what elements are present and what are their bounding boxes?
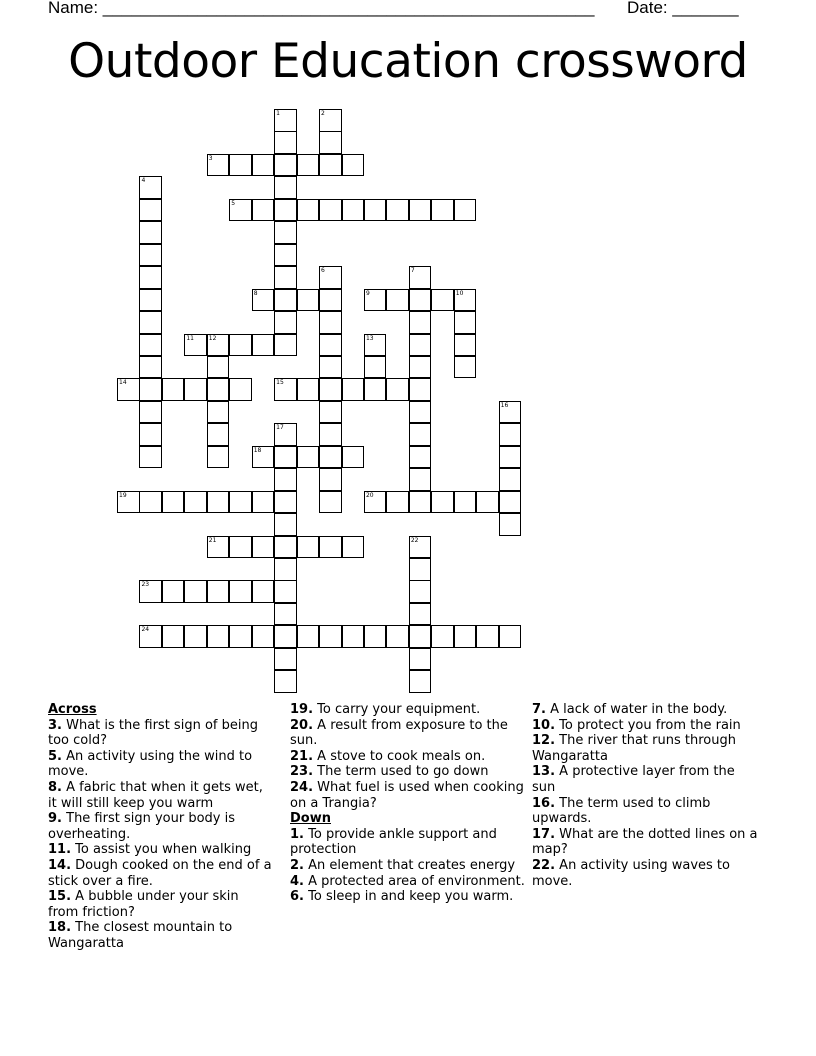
- grid-cell[interactable]: [454, 334, 477, 357]
- across-clue: [48, 842, 273, 858]
- clue-number: 2.: [290, 857, 304, 873]
- grid-cell[interactable]: [162, 580, 185, 603]
- clue-text: To sleep in and keep you warm.: [308, 889, 514, 905]
- grid-cell[interactable]: [409, 423, 432, 446]
- grid-cell[interactable]: [252, 199, 275, 222]
- grid-cell[interactable]: [252, 491, 275, 514]
- grid-cell[interactable]: [319, 311, 342, 334]
- grid-cell[interactable]: [229, 536, 252, 559]
- clue-text: A protective layer from the sun: [532, 764, 735, 795]
- clue-number: 10.: [532, 717, 556, 733]
- clue-number: 24: [141, 626, 150, 634]
- clue-text: A result from exposure to the sun.: [290, 717, 508, 749]
- grid-cell[interactable]: [409, 446, 432, 469]
- grid-cell[interactable]: [274, 536, 297, 559]
- grid-cell[interactable]: [274, 109, 297, 132]
- down-clue: [290, 889, 525, 905]
- grid-cell[interactable]: [409, 603, 432, 626]
- across-clue: [290, 780, 525, 811]
- grid-cell[interactable]: [162, 378, 185, 401]
- name-field-label: Name: ____________________________________________________: [48, 0, 595, 17]
- grid-cell[interactable]: [409, 356, 432, 379]
- grid-cell[interactable]: [297, 199, 320, 222]
- clue-number: 6.: [290, 889, 304, 905]
- clue-number: 16.: [532, 795, 556, 811]
- clue-number: 14: [119, 379, 127, 387]
- clue-number: 2: [321, 110, 325, 117]
- grid-cell[interactable]: [499, 446, 522, 469]
- grid-cell[interactable]: [409, 468, 432, 491]
- clue-number: 18.: [48, 920, 72, 936]
- grid-cell[interactable]: [229, 334, 252, 357]
- grid-cell[interactable]: [274, 289, 297, 312]
- grid-cell[interactable]: [297, 625, 320, 648]
- grid-cell[interactable]: [184, 334, 207, 357]
- clue-number: 13: [365, 334, 374, 342]
- clue-number: 20: [365, 491, 374, 499]
- grid-cell[interactable]: [274, 221, 297, 244]
- grid-cell[interactable]: [207, 625, 230, 648]
- grid-cell[interactable]: [274, 378, 297, 401]
- grid-cell[interactable]: [409, 289, 432, 312]
- date-field-label: Date: _______: [627, 0, 739, 17]
- grid-cell[interactable]: [274, 199, 297, 222]
- clue-number: 4: [141, 177, 146, 185]
- grid-cell[interactable]: [431, 625, 454, 648]
- grid-cell[interactable]: [274, 670, 297, 693]
- clue-text: The closest mountain to Wangaratta: [48, 920, 233, 951]
- grid-cell[interactable]: [274, 423, 297, 446]
- grid-cell[interactable]: [207, 154, 230, 177]
- grid-cell[interactable]: [342, 378, 365, 401]
- grid-cell[interactable]: [342, 154, 365, 177]
- clue-text: To carry your equipment.: [317, 702, 481, 717]
- clues-column-3: [532, 702, 762, 889]
- grid-cell[interactable]: [454, 289, 477, 312]
- grid-cell[interactable]: [207, 423, 230, 446]
- grid-cell[interactable]: [319, 266, 342, 289]
- grid-cell[interactable]: [274, 468, 297, 491]
- grid-cell[interactable]: [499, 468, 522, 491]
- grid-cell[interactable]: [274, 176, 297, 199]
- grid-cell[interactable]: [364, 378, 387, 401]
- clue-number: 23: [141, 581, 150, 589]
- clue-number: 22.: [532, 857, 556, 873]
- grid-cell[interactable]: [229, 199, 252, 222]
- across-clue: [48, 889, 273, 920]
- across-clue: [48, 718, 273, 749]
- clue-text: A fabric that when it gets wet, it will still keep you warm: [48, 779, 263, 811]
- grid-cell[interactable]: [342, 625, 365, 648]
- grid-cell[interactable]: [319, 199, 342, 222]
- grid-cell[interactable]: [252, 625, 275, 648]
- clues-column-2: [290, 702, 525, 905]
- grid-cell[interactable]: [499, 423, 522, 446]
- grid-cell[interactable]: [409, 334, 432, 357]
- grid-cell[interactable]: [319, 109, 342, 132]
- clue-number: 9: [365, 289, 370, 297]
- down-clue: [532, 827, 762, 858]
- grid-cell[interactable]: [184, 378, 207, 401]
- grid-cell[interactable]: [139, 244, 162, 267]
- grid-cell[interactable]: [252, 289, 275, 312]
- grid-cell[interactable]: [229, 491, 252, 514]
- grid-cell[interactable]: [409, 625, 432, 648]
- grid-cell[interactable]: [184, 580, 207, 603]
- grid-cell[interactable]: [207, 401, 230, 424]
- across-clue: [290, 718, 525, 749]
- grid-cell[interactable]: [409, 580, 432, 603]
- grid-cell[interactable]: [229, 378, 252, 401]
- down-clue: [290, 827, 525, 858]
- grid-cell[interactable]: [274, 580, 297, 603]
- clue-number: 15.: [48, 889, 72, 905]
- grid-cell[interactable]: [409, 536, 432, 559]
- grid-cell[interactable]: [117, 491, 140, 514]
- grid-cell[interactable]: [364, 289, 387, 312]
- clue-number: 8: [253, 289, 258, 297]
- clue-number: 13.: [532, 764, 556, 780]
- clue-number: 23.: [290, 764, 314, 780]
- grid-cell[interactable]: [342, 199, 365, 222]
- grid-cell[interactable]: [252, 446, 275, 469]
- grid-cell[interactable]: [386, 289, 409, 312]
- grid-cell[interactable]: [297, 446, 320, 469]
- clue-number: 21.: [290, 748, 314, 764]
- clue-number: 17: [276, 424, 284, 432]
- clue-number: 19: [119, 491, 127, 499]
- grid-cell[interactable]: [207, 536, 230, 559]
- grid-cell[interactable]: [364, 356, 387, 379]
- grid-cell[interactable]: [454, 625, 477, 648]
- grid-cell[interactable]: [139, 625, 162, 648]
- clue-text: To assist you when walking: [75, 842, 252, 858]
- down-clue: [532, 764, 762, 795]
- clue-text: The first sign your body is overheating.: [48, 811, 236, 842]
- grid-cell[interactable]: [476, 625, 499, 648]
- clue-number: 12.: [532, 733, 556, 749]
- clue-text: A bubble under your skin from friction?: [48, 889, 239, 920]
- grid-cell[interactable]: [207, 446, 230, 469]
- grid-cell[interactable]: [319, 423, 342, 446]
- grid-cell[interactable]: [274, 603, 297, 626]
- clue-number: 11: [186, 334, 194, 342]
- grid-cell[interactable]: [252, 536, 275, 559]
- down-clue: [532, 733, 762, 764]
- grid-cell[interactable]: [207, 491, 230, 514]
- grid-cell[interactable]: [454, 491, 477, 514]
- grid-cell[interactable]: [274, 513, 297, 536]
- clue-number: 6: [321, 267, 325, 275]
- grid-cell[interactable]: [297, 536, 320, 559]
- grid-cell[interactable]: [252, 154, 275, 177]
- grid-cell[interactable]: [319, 154, 342, 177]
- clue-number: 17.: [532, 826, 556, 842]
- grid-cell[interactable]: [319, 446, 342, 469]
- grid-cell[interactable]: [431, 491, 454, 514]
- grid-cell[interactable]: [476, 491, 499, 514]
- grid-cell[interactable]: [139, 356, 162, 379]
- clue-number: 18: [253, 446, 262, 454]
- clue-text: What are the dotted lines on a map?: [532, 826, 758, 858]
- grid-cell[interactable]: [297, 378, 320, 401]
- down-clue: [532, 718, 762, 734]
- grid-cell[interactable]: [139, 176, 162, 199]
- grid-cell[interactable]: [274, 648, 297, 671]
- grid-cell[interactable]: [229, 154, 252, 177]
- grid-cell[interactable]: [319, 468, 342, 491]
- grid-cell[interactable]: [139, 289, 162, 312]
- down-clue: [532, 702, 762, 718]
- clue-text: An activity using the wind to move.: [48, 748, 253, 780]
- grid-cell[interactable]: [274, 446, 297, 469]
- grid-cell[interactable]: [229, 625, 252, 648]
- grid-cell[interactable]: [252, 334, 275, 357]
- clue-number: 9.: [48, 811, 62, 827]
- grid-cell[interactable]: [274, 625, 297, 648]
- grid-cell[interactable]: [207, 334, 230, 357]
- grid-cell[interactable]: [319, 536, 342, 559]
- grid-cell[interactable]: [409, 648, 432, 671]
- clue-number: 24.: [290, 779, 314, 795]
- grid-cell[interactable]: [409, 266, 432, 289]
- grid-cell[interactable]: [364, 334, 387, 357]
- clue-number: 1: [276, 110, 280, 117]
- grid-cell[interactable]: [499, 513, 522, 536]
- grid-cell[interactable]: [342, 446, 365, 469]
- grid-cell[interactable]: [319, 401, 342, 424]
- clue-number: 7: [410, 267, 415, 275]
- grid-cell[interactable]: [139, 199, 162, 222]
- grid-cell[interactable]: [274, 244, 297, 267]
- grid-cell[interactable]: [139, 491, 162, 514]
- across-heading: Across: [48, 702, 97, 717]
- clue-number: 1.: [290, 826, 304, 842]
- grid-cell[interactable]: [252, 580, 275, 603]
- clue-number: 12: [208, 334, 217, 342]
- clue-text: To provide ankle support and protection: [290, 826, 497, 858]
- grid-cell[interactable]: [386, 491, 409, 514]
- grid-cell[interactable]: [297, 154, 320, 177]
- grid-cell[interactable]: [364, 625, 387, 648]
- down-clue: [532, 858, 762, 889]
- grid-cell[interactable]: [409, 311, 432, 334]
- grid-cell[interactable]: [139, 446, 162, 469]
- clue-number: 16: [500, 401, 509, 409]
- clue-text: A stove to cook meals on.: [317, 748, 486, 764]
- grid-cell[interactable]: [207, 378, 230, 401]
- clue-number: 5: [231, 199, 236, 207]
- clue-number: 20.: [290, 717, 314, 733]
- grid-cell[interactable]: [454, 356, 477, 379]
- down-clue: [290, 858, 525, 874]
- grid-cell[interactable]: [409, 670, 432, 693]
- grid-cell[interactable]: [162, 491, 185, 514]
- across-clue: [48, 920, 273, 951]
- grid-cell[interactable]: [319, 289, 342, 312]
- grid-cell[interactable]: [274, 266, 297, 289]
- grid-cell[interactable]: [499, 625, 522, 648]
- clue-text: What fuel is used when cooking on a Trangia?: [290, 779, 524, 811]
- clue-number: 10: [455, 289, 464, 297]
- across-clue: [48, 749, 273, 780]
- clue-number: 3: [208, 154, 213, 162]
- grid-cell[interactable]: [454, 311, 477, 334]
- grid-cell[interactable]: [409, 558, 432, 581]
- clues-column-1: [48, 702, 273, 952]
- grid-cell[interactable]: [409, 378, 432, 401]
- clue-number: 14.: [48, 857, 72, 873]
- grid-cell[interactable]: [207, 356, 230, 379]
- grid-cell[interactable]: [386, 199, 409, 222]
- clue-number: 5.: [48, 748, 62, 764]
- grid-cell[interactable]: [386, 378, 409, 401]
- grid-cell[interactable]: [274, 334, 297, 357]
- grid-cell[interactable]: [342, 536, 365, 559]
- grid-cell[interactable]: [319, 334, 342, 357]
- across-clue: [48, 780, 273, 811]
- clue-text: An activity using waves to move.: [532, 857, 730, 889]
- grid-cell[interactable]: [386, 625, 409, 648]
- clue-text: The term used to climb upwards.: [532, 795, 711, 827]
- grid-cell[interactable]: [274, 558, 297, 581]
- grid-cell[interactable]: [499, 491, 522, 514]
- page-title: Outdoor Education crossword: [68, 34, 748, 89]
- clue-text: To protect you from the rain: [559, 717, 741, 733]
- grid-cell[interactable]: [364, 199, 387, 222]
- down-heading: Down: [290, 811, 331, 827]
- grid-cell[interactable]: [139, 378, 162, 401]
- across-clue: [290, 764, 525, 780]
- grid-cell[interactable]: [274, 311, 297, 334]
- clue-number: 22: [410, 536, 419, 544]
- clue-text: Dough cooked on the end of a stick over a fire.: [48, 857, 272, 889]
- grid-cell[interactable]: [499, 401, 522, 424]
- grid-cell[interactable]: [274, 154, 297, 177]
- clue-number: 11.: [48, 842, 72, 858]
- grid-cell[interactable]: [162, 625, 185, 648]
- across-clue: [290, 702, 525, 718]
- clue-number: 4.: [290, 873, 304, 889]
- clue-text: A protected area of environment.: [308, 873, 525, 889]
- grid-cell[interactable]: [431, 199, 454, 222]
- grid-cell[interactable]: [184, 625, 207, 648]
- grid-cell[interactable]: [431, 289, 454, 312]
- grid-cell[interactable]: [274, 491, 297, 514]
- grid-cell[interactable]: [274, 131, 297, 154]
- grid-cell[interactable]: [139, 423, 162, 446]
- clue-number: 19.: [290, 702, 314, 717]
- across-clue: [48, 858, 273, 889]
- clue-number: 8.: [48, 779, 62, 795]
- grid-cell[interactable]: [319, 356, 342, 379]
- grid-cell[interactable]: [319, 625, 342, 648]
- across-clue: [290, 749, 525, 765]
- grid-cell[interactable]: [364, 491, 387, 514]
- grid-cell[interactable]: [319, 131, 342, 154]
- grid-cell[interactable]: [139, 580, 162, 603]
- grid-cell[interactable]: [297, 289, 320, 312]
- across-clue: [48, 811, 273, 842]
- grid-cell[interactable]: [184, 491, 207, 514]
- grid-cell[interactable]: [139, 221, 162, 244]
- clue-number: 7.: [532, 702, 546, 717]
- grid-cell[interactable]: [319, 378, 342, 401]
- grid-cell[interactable]: [409, 199, 432, 222]
- clue-text: A lack of water in the body.: [550, 702, 728, 717]
- grid-cell[interactable]: [409, 401, 432, 424]
- grid-cell[interactable]: [139, 334, 162, 357]
- grid-cell[interactable]: [207, 580, 230, 603]
- clue-text: What is the first sign of being too cold?: [48, 717, 258, 749]
- clue-number: 15: [276, 379, 284, 387]
- clue-number: 3.: [48, 717, 62, 733]
- grid-cell[interactable]: [139, 266, 162, 289]
- clue-text: The term used to go down: [317, 764, 489, 780]
- grid-cell[interactable]: [139, 401, 162, 424]
- grid-cell[interactable]: [454, 199, 477, 222]
- clue-text: The river that runs through Wangaratta: [532, 733, 736, 764]
- grid-cell[interactable]: [117, 378, 140, 401]
- down-clue: [290, 874, 525, 890]
- grid-cell[interactable]: [139, 311, 162, 334]
- grid-cell[interactable]: [229, 580, 252, 603]
- grid-cell[interactable]: [409, 491, 432, 514]
- grid-cell[interactable]: [319, 491, 342, 514]
- clue-number: 21: [208, 536, 217, 544]
- down-clue: [532, 796, 762, 827]
- clue-text: An element that creates energy: [308, 857, 516, 873]
